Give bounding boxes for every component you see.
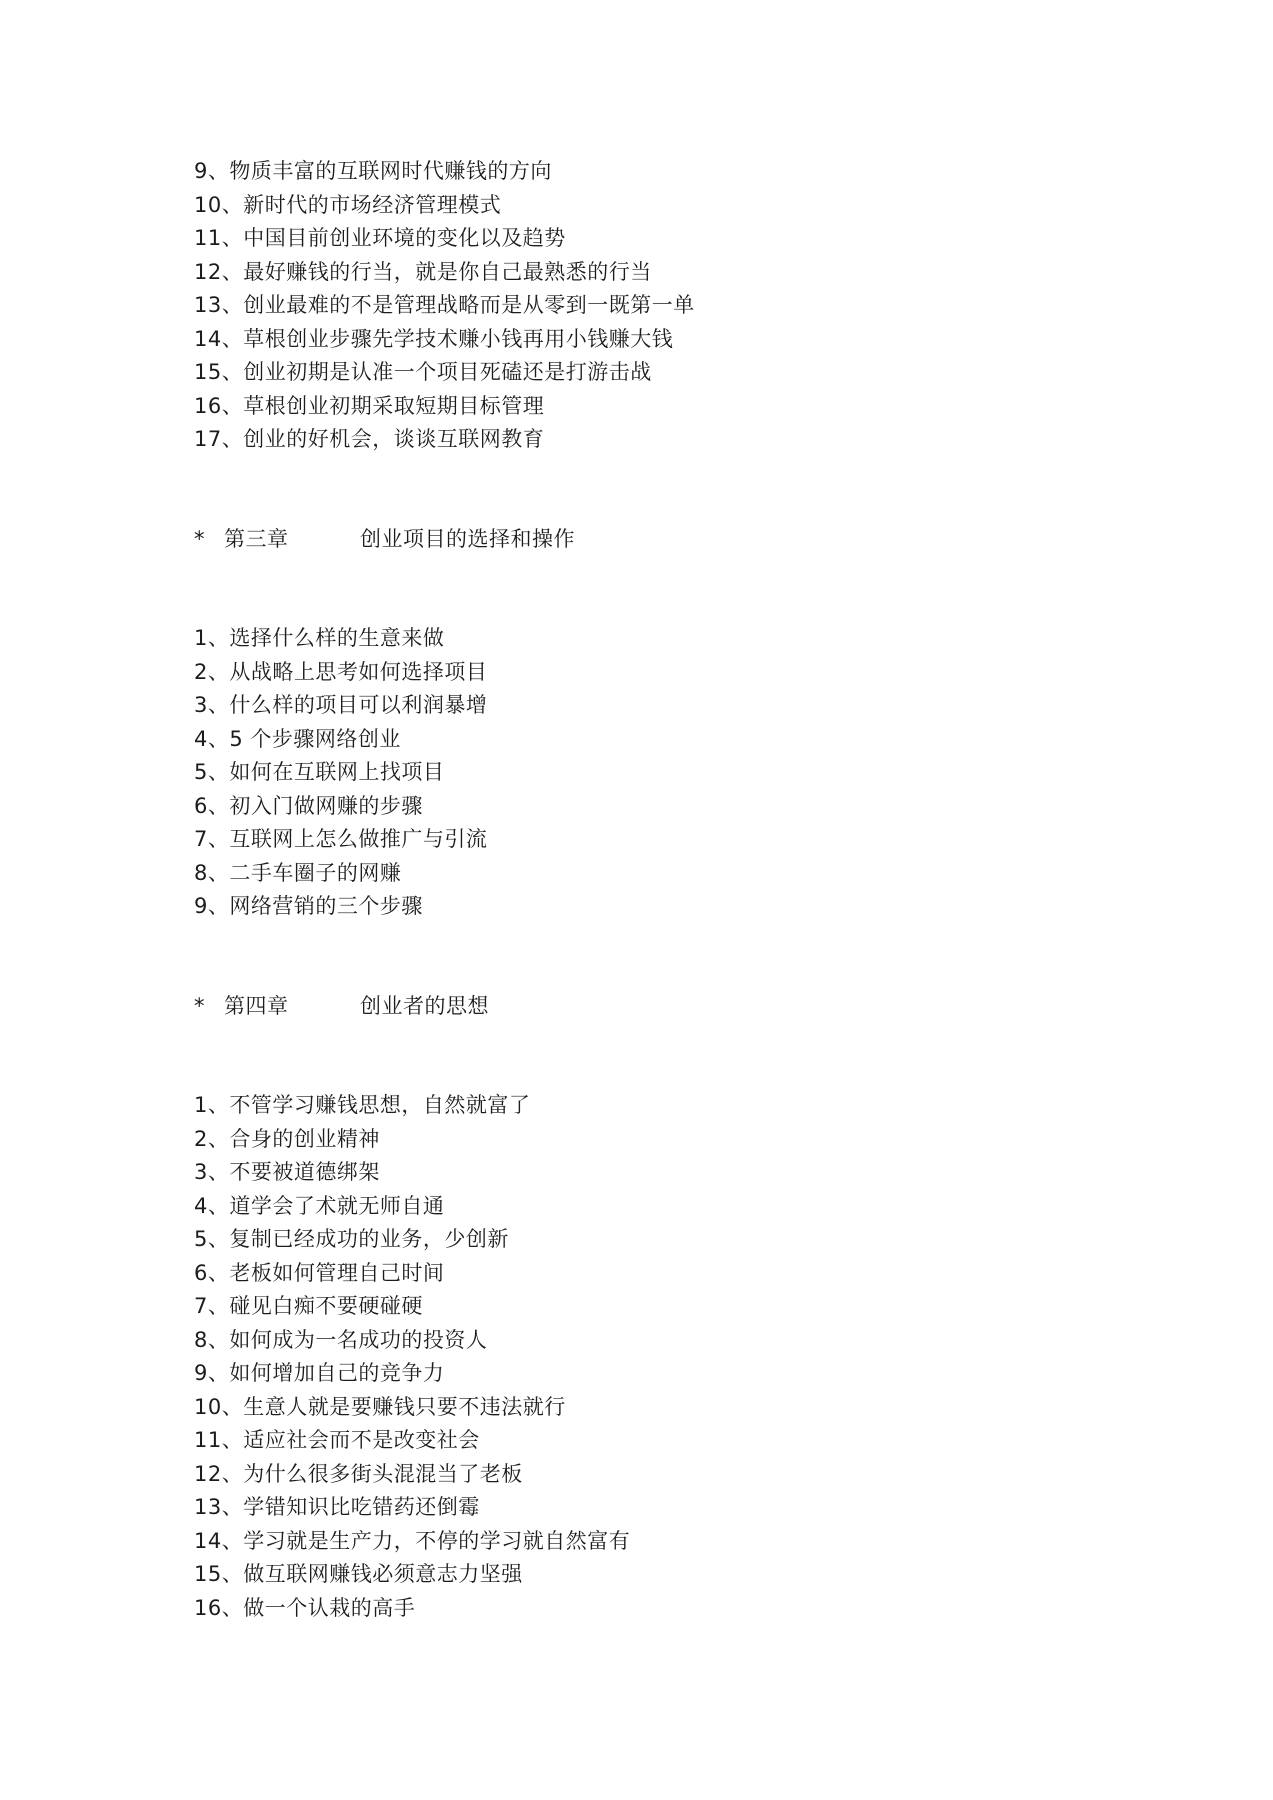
list-item: 8、如何成为一名成功的投资人 xyxy=(194,1327,488,1352)
list-item: 1、不管学习赚钱思想，自然就富了 xyxy=(194,1093,531,1117)
list-item: 2、合身的创业精神 xyxy=(194,1126,380,1151)
list-item: 17、创业的好机会，谈谈互联网教育 xyxy=(194,427,545,451)
list-item: 12、为什么很多街头混混当了老板 xyxy=(194,1461,523,1486)
list-item: 6、初入门做网赚的步骤 xyxy=(194,793,423,818)
list-item: 6、老板如何管理自己时间 xyxy=(194,1260,445,1285)
chapter-number: 第三章 xyxy=(224,527,289,551)
list-item: 13、学错知识比吃错药还倒霉 xyxy=(194,1495,480,1519)
list-item: 7、碰见白痴不要硬碰硬 xyxy=(194,1294,423,1318)
section-a-list xyxy=(194,155,1094,457)
list-item: 1、选择什么样的生意来做 xyxy=(194,626,445,650)
chapter-bullet: * xyxy=(194,527,205,551)
chapter-3-heading xyxy=(194,523,575,556)
list-item: 15、创业初期是认准一个项目死磕还是打游击战 xyxy=(194,360,652,384)
list-item: 16、做一个认栽的高手 xyxy=(194,1595,416,1620)
list-item: 5、复制已经成功的业务，少创新 xyxy=(194,1227,509,1251)
chapter-number: 第四章 xyxy=(224,994,289,1018)
list-item: 9、网络营销的三个步骤 xyxy=(194,894,423,918)
list-item: 2、从战略上思考如何选择项目 xyxy=(194,659,488,684)
list-item: 4、道学会了术就无师自通 xyxy=(194,1193,445,1218)
chapter-bullet: * xyxy=(194,994,205,1018)
chapter-4-list xyxy=(194,1089,1094,1625)
chapter-title: 创业者的思想 xyxy=(360,994,489,1018)
list-item: 14、草根创业步骤先学技术赚小钱再用小钱赚大钱 xyxy=(194,326,674,351)
list-item: 10、生意人就是要赚钱只要不违法就行 xyxy=(194,1394,566,1419)
list-item: 11、适应社会而不是改变社会 xyxy=(194,1428,480,1452)
chapter-4-heading xyxy=(194,990,489,1023)
list-item: 10、新时代的市场经济管理模式 xyxy=(194,192,502,217)
list-item: 9、物质丰富的互联网时代赚钱的方向 xyxy=(194,159,552,183)
list-item: 14、学习就是生产力，不停的学习就自然富有 xyxy=(194,1528,631,1553)
list-item: 9、如何增加自己的竞争力 xyxy=(194,1361,445,1385)
chapter-3-list xyxy=(194,622,1094,924)
chapter-title: 创业项目的选择和操作 xyxy=(360,527,575,551)
list-item: 15、做互联网赚钱必须意志力坚强 xyxy=(194,1562,523,1586)
list-item: 3、什么样的项目可以利润暴增 xyxy=(194,693,488,717)
list-item: 16、草根创业初期采取短期目标管理 xyxy=(194,393,545,418)
list-item: 12、最好赚钱的行当，就是你自己最熟悉的行当 xyxy=(194,259,652,284)
list-item: 4、5 个步骤网络创业 xyxy=(194,726,401,751)
list-item: 8、二手车圈子的网赚 xyxy=(194,860,402,885)
list-item: 3、不要被道德绑架 xyxy=(194,1160,380,1184)
list-item: 13、创业最难的不是管理战略而是从零到一既第一单 xyxy=(194,293,695,317)
list-item: 11、中国目前创业环境的变化以及趋势 xyxy=(194,226,566,250)
list-item: 5、如何在互联网上找项目 xyxy=(194,760,445,784)
list-item: 7、互联网上怎么做推广与引流 xyxy=(194,827,488,851)
